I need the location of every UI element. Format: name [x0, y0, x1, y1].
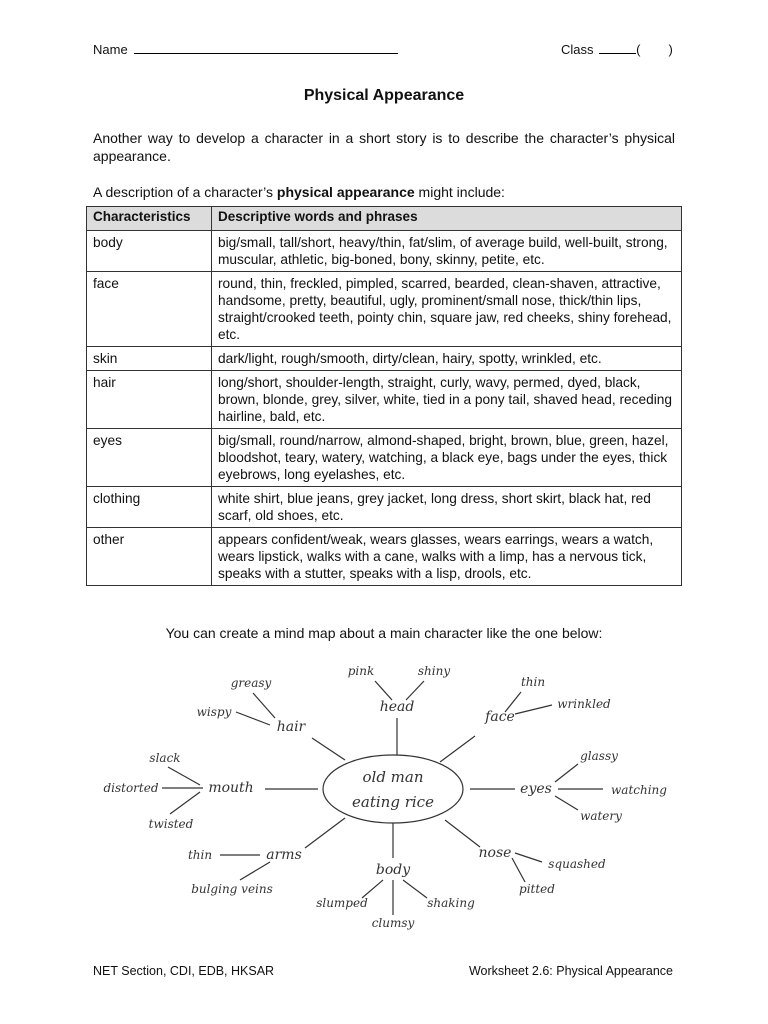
node-hair: hair: [276, 719, 306, 735]
description-cell: big/small, round/narrow, almond-shaped, bright, brown, blue, green, hazel, bloodshot, teary, watery, watching, a black eye, bags under the eyes, thick eyebrows, long eyelashes, etc.: [212, 429, 682, 487]
table-row: [87, 429, 682, 487]
class-field[interactable]: [561, 42, 673, 57]
node-head: head: [379, 699, 415, 715]
characteristic-cell: body: [87, 231, 212, 272]
characteristic-cell: other: [87, 528, 212, 586]
leaf-glassy: glassy: [580, 749, 618, 763]
footer-right: Worksheet 2.6: Physical Appearance: [468, 964, 673, 978]
branch-head-shiny: [406, 681, 424, 700]
description-cell: big/small, tall/short, heavy/thin, fat/slim, of average build, well-built, strong, muscular, athletic, big-boned, bony, skinny, petite, etc.: [212, 231, 682, 272]
leaf-squashed: squashed: [548, 857, 606, 871]
leaf-distorted: distorted: [103, 781, 159, 795]
leaf-wispy: wispy: [196, 705, 232, 719]
branch-head-pink: [375, 681, 392, 700]
node-eyes: eyes: [520, 781, 552, 797]
description-cell: appears confident/weak, wears glasses, wears earrings, wears a watch, wears lipstick, walks with a cane, walks with a limp, has a nervous tick, speaks with a stutter, speaks with a lisp, drools, etc.: [212, 528, 682, 586]
center-line2: eating rice: [352, 793, 434, 811]
leaf-watery: watery: [580, 809, 622, 823]
characteristic-cell: skin: [87, 347, 212, 371]
leaf-arms-thin: thin: [187, 848, 213, 862]
node-nose: nose: [478, 845, 512, 861]
characteristic-cell: eyes: [87, 429, 212, 487]
name-label: Name: [93, 42, 128, 57]
spoke-nose: [445, 820, 480, 847]
leaf-face-thin: thin: [520, 675, 546, 689]
leaf-slack: slack: [149, 751, 181, 765]
page-title: Physical Appearance: [303, 87, 465, 104]
footer-left: NET Section, CDI, EDB, HKSAR: [93, 964, 275, 978]
description-cell: white shirt, blue jeans, grey jacket, long dress, short skirt, black hat, red scarf, old shoes, etc.: [212, 487, 682, 528]
lead-bold: physical appearance: [276, 184, 415, 200]
class-paren-open: (: [636, 42, 641, 57]
node-arms: arms: [266, 847, 302, 863]
node-face: face: [485, 709, 515, 725]
characteristic-cell: face: [87, 272, 212, 347]
mindmap-intro: You can create a mind map about a main character like the one below:: [165, 625, 603, 641]
center-line1: old man: [362, 768, 424, 786]
table-row: [87, 347, 682, 371]
node-mouth: mouth: [208, 780, 254, 796]
class-paren-close: ): [668, 42, 673, 57]
node-body: body: [375, 862, 411, 878]
class-blank[interactable]: [599, 53, 636, 54]
branch-mouth-slack: [168, 767, 200, 785]
center-ellipse: [323, 755, 463, 823]
lead-paragraph: [93, 183, 675, 201]
branch-arms-bulging: [240, 862, 270, 880]
name-field[interactable]: [93, 42, 398, 57]
branch-face-wrinkled: [515, 705, 552, 714]
leaf-twisted: twisted: [148, 817, 194, 831]
branch-eyes-glassy: [555, 764, 578, 782]
spoke-face: [440, 736, 475, 762]
branch-mouth-twisted: [170, 792, 200, 814]
mind-map: [0, 650, 768, 950]
branch-nose-squashed: [515, 853, 542, 862]
leaf-watching: watching: [611, 783, 667, 797]
leaf-shiny: shiny: [417, 664, 451, 678]
column-header-descriptive: Descriptive words and phrases: [212, 207, 682, 231]
leaf-bulging-veins: bulging veins: [191, 882, 273, 896]
column-header-characteristics: Characteristics: [87, 207, 212, 231]
characteristic-cell: hair: [87, 371, 212, 429]
leaf-pitted: pitted: [519, 882, 555, 896]
branch-body-shaking: [403, 880, 427, 898]
lead-after: might include:: [414, 184, 505, 200]
characteristic-cell: clothing: [87, 487, 212, 528]
table-row: [87, 528, 682, 586]
leaf-slumped: slumped: [316, 896, 368, 910]
branch-nose-pitted: [512, 858, 525, 882]
branch-hair-greasy: [253, 693, 275, 718]
leaf-clumsy: clumsy: [371, 916, 415, 930]
lead-before: A description of a character’s: [93, 184, 277, 200]
description-cell: dark/light, rough/smooth, dirty/clean, hairy, spotty, wrinkled, etc.: [212, 347, 682, 371]
name-blank[interactable]: [134, 53, 398, 54]
leaf-wrinkled: wrinkled: [557, 697, 611, 711]
leaf-pink: pink: [347, 664, 375, 678]
spoke-hair: [312, 738, 345, 760]
characteristics-table: [86, 206, 682, 586]
spoke-arms: [305, 818, 345, 848]
branch-hair-wispy: [236, 712, 270, 725]
table-row: [87, 371, 682, 429]
table-row: [87, 231, 682, 272]
intro-paragraph: Another way to develop a character in a short story is to describe the character’s physical appearance.: [93, 130, 675, 164]
leaf-greasy: greasy: [230, 676, 272, 690]
description-cell: round, thin, freckled, pimpled, scarred, bearded, clean-shaven, attractive, handsome, pretty, beautiful, ugly, prominent/small nose, thick/thin lips, straight/crooked teeth, pointy chin, square jaw, red cheeks, shiny forehead, etc.: [212, 272, 682, 347]
class-label: Class: [561, 42, 594, 57]
table-row: [87, 487, 682, 528]
table-row: [87, 272, 682, 347]
table-header-row: [87, 207, 682, 231]
description-cell: long/short, shoulder-length, straight, curly, wavy, permed, dyed, black, brown, blonde, grey, silver, white, tied in a pony tail, shaved head, receding hairline, bald, etc.: [212, 371, 682, 429]
leaf-shaking: shaking: [427, 896, 475, 910]
branch-eyes-watery: [555, 796, 578, 810]
